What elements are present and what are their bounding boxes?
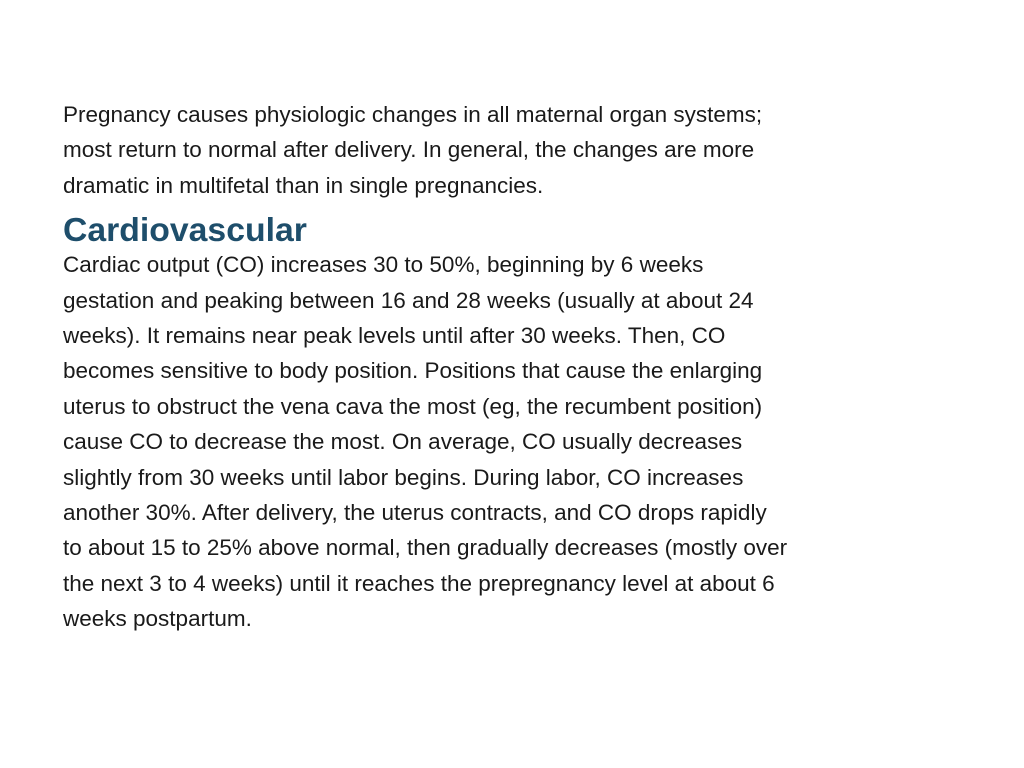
body-line: becomes sensitive to body position. Positions that cause the enlarging	[63, 358, 763, 384]
body-line: weeks). It remains near peak levels until after 30 weeks. Then, CO	[63, 323, 726, 349]
intro-line: most return to normal after delivery. In general, the changes are more	[63, 137, 755, 163]
body-line: slightly from 30 weeks until labor begins. During labor, CO increases	[63, 464, 744, 490]
body-line: cause CO to decrease the most. On average, CO usually decreases	[63, 429, 743, 455]
slide-content	[63, 97, 913, 637]
body-line: gestation and peaking between 16 and 28 weeks (usually at about 24	[63, 287, 754, 313]
intro-line: dramatic in multifetal than in single pregnancies.	[63, 172, 544, 198]
intro-paragraph	[63, 97, 913, 203]
cardiovascular-paragraph	[63, 247, 913, 636]
intro-line: Pregnancy causes physiologic changes in all maternal organ systems;	[63, 102, 763, 127]
body-line: weeks postpartum.	[63, 606, 252, 632]
body-line: uterus to obstruct the vena cava the most (eg, the recumbent position)	[63, 393, 763, 419]
body-line: to about 15 to 25% above normal, then gradually decreases (mostly over	[63, 535, 788, 561]
body-line: Cardiac output (CO) increases 30 to 50%, beginning by 6 weeks	[63, 252, 704, 278]
body-line: another 30%. After delivery, the uterus contracts, and CO drops rapidly	[63, 500, 767, 526]
body-line: the next 3 to 4 weeks) until it reaches the prepregnancy level at about 6	[63, 570, 775, 596]
section-heading: Cardiovascular	[63, 211, 307, 250]
